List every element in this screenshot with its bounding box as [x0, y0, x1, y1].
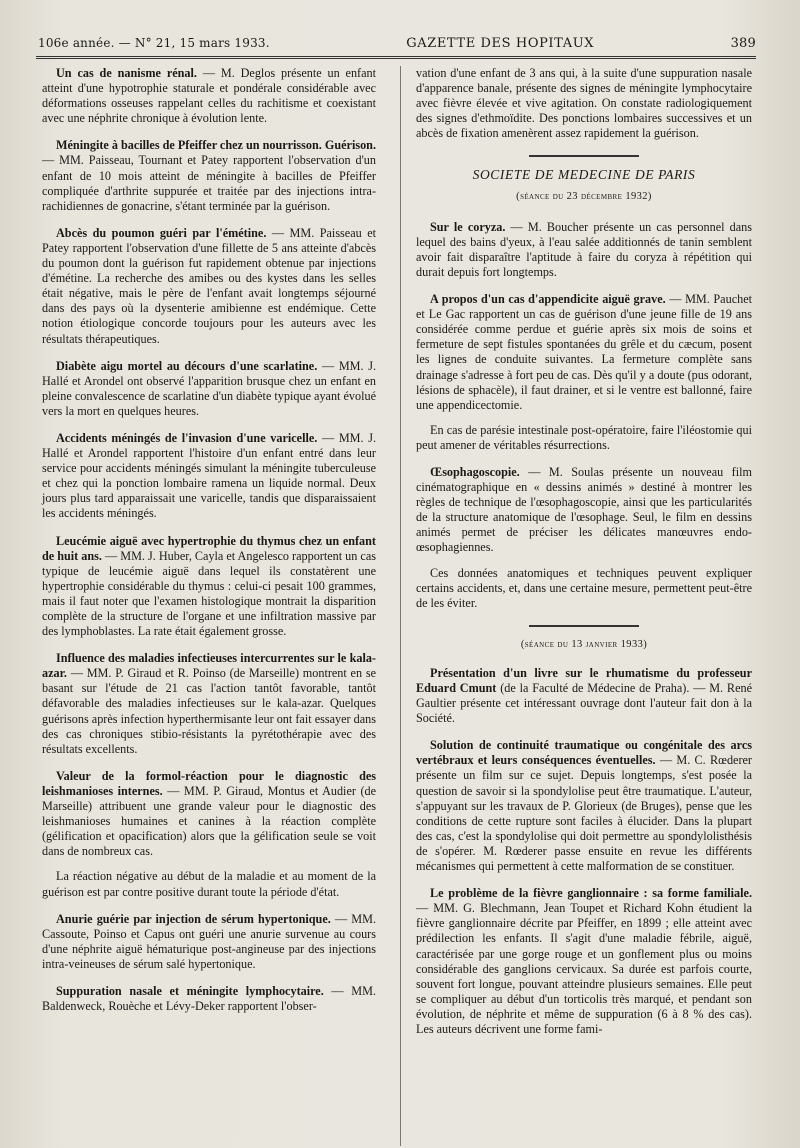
- issue-line: 106e année. — N° 21, 15 mars 1933.: [38, 36, 270, 50]
- article-title: Suppuration nasale et méningite lymphocytaire.: [56, 983, 324, 998]
- article-text: — MM. Pauchet et Le Gac rapportent un cas de guérison d'une jeune fille de 19 ans considérée comme perdue et guérie après six mois de soins et fermeture de sept fistules spontanées du grêle et du cæcum, posent les lignes de conduite suivantes. La fermeture complète sans drainage s'adresse à fort peu de cas. Dès qu'il y a doute (pus odorant, lésions de sphacèle), il faut drainer, et si le ventre est ballonné, faire une appendicectomie.: [416, 292, 752, 412]
- article-title: Anurie guérie par injection de sérum hypertonique.: [56, 911, 331, 926]
- article: [42, 769, 376, 860]
- article-text: — M. Soulas présente un nouveau film cinématographique en « dessins animés » destiné à montrer les règles de technique de l'œsophagoscopie, ainsi que les particularités de la structure anatomique de l'œsophage. Seul, le film en dessins animés permet de préciser les délicates manœuvres endo-œsophagiennes.: [416, 464, 752, 555]
- article-text: — MM. J. Hallé et Arondel ont observé l'apparition brusque chez un enfant en pleine convalescence de scarlatine d'un diabète typique ayant évolué vers la mort en quelques heures.: [42, 358, 376, 418]
- article-text: — M. Boucher présente un cas personnel dans lequel des bains d'yeux, à l'eau salée additionnés de tanin semblent avoir fait disparaître l'aptitude à faire du coryza à répétition qui durait depuis fort longtemps.: [416, 219, 752, 279]
- article-paragraph: [416, 566, 752, 611]
- society-heading: SOCIETE DE MEDECINE DE PARIS: [472, 167, 696, 183]
- right-column: [416, 66, 752, 1049]
- article-text: — MM. G. Blechmann, Jean Toupet et Richard Kohn étudient la fièvre ganglionnaire décrite par Pfeiffer, en 1899 ; elle atteint avec prédilection les enfants. Il s'agit d'une maladie fébrile, aiguë, caractérisée par une gorge rouge et un gonflement plus ou moins considérable des ganglions cervicaux. Sa durée est parfois courte, souvent fort longue, pouvant atteindre plusieurs semaines. Elle peut se compliquer au début d'un torticolis très marqué, et pendant son évolution, de néphrite et même de suppuration (6 à 8 % des cas). Les auteurs décrivent une forme fami-: [416, 901, 752, 1036]
- session-date: (séance du 23 décembre 1932): [516, 190, 652, 202]
- section-rule: [529, 625, 639, 627]
- article-text: (de la Faculté de Médecine de Praha). — M. René Gaultier présente cet intéressant ouvrage dont l'auteur fait don à la Société.: [416, 681, 752, 726]
- article-text: — MM. P. Giraud, Montus et Audier (de Marseille) attribuent une grande valeur pour le diagnostic des leishmanioses humaines et canines à la réaction complète (gélification et opacification) alors que la gélification seule se voit dans de nombreux cas.: [42, 783, 377, 859]
- article: [42, 984, 376, 1014]
- article: [42, 138, 376, 213]
- article-text: Ces données anatomiques et techniques peuvent expliquer certains accidents, et, dans une certaine mesure, permettent peut-être de les éviter.: [416, 565, 752, 610]
- article-text: — MM. Paisseau et Patey rapportent l'observation d'une fillette de 5 ans atteinte d'abcès du poumon dont la guérison fut rapidement obtenue par injections d'émétine. La recherche des amibes ou des kystes dans les selles était négative, mais le père de l'enfant avait longtemps séjourné dans des pays où la dysenterie amibienne est endémique. Cette notion étiologique concorde toujours pour les auteurs avec les résultats thérapeutiques.: [42, 225, 376, 346]
- article-title: Solution de continuité traumatique ou congénitale des arcs vertébraux et leurs conséquences éventuelles.: [416, 738, 752, 768]
- article-continuation: vation d'une enfant de 3 ans qui, à la suite d'une suppuration nasale d'apparence banale, présente des signes de méningite lymphocytaire avec fièvre élevée et vive agitation. On constate radiologiquement des signes d'ethmoïdite. Des ponctions lombaires successives et un abcès de fixation amenèrent assez rapidement la guérison.: [416, 66, 752, 141]
- article: [416, 738, 752, 874]
- session-date: (séance du 13 janvier 1933): [520, 638, 648, 650]
- page-number: 389: [730, 36, 756, 51]
- journal-title: GAZETTE DES HOPITAUX: [406, 36, 595, 51]
- article: [42, 226, 376, 347]
- article-title: Influence des maladies infectieuses intercurrentes sur le kala-azar.: [42, 651, 376, 681]
- article-title: Méningite à bacilles de Pfeiffer chez un nourrisson. Guérison.: [56, 138, 377, 153]
- article: [416, 666, 752, 726]
- left-column: [42, 66, 376, 1026]
- article: [416, 292, 752, 413]
- article: [42, 534, 376, 640]
- article-title: Diabète aigu mortel au décours d'une scarlatine.: [56, 358, 318, 373]
- article-text: — MM. J. Huber, Cayla et Angelesco rapportent un cas typique de leucémie aiguë dans lequel ils constatèrent une hypertrophie considérable du thymus : celui-ci pesait 100 grammes, mais il faut noter que l'examen histologique montrait la disparition complète de la structure de l'organe et une infiltration massive par des lymphoblastes. La rate était également grosse.: [42, 548, 376, 639]
- article-text: — MM. J. Hallé et Arondel rapportent l'histoire d'un enfant entré dans leur service pour accidents méningés simulant la méningite tuberculeuse et chez qui la ponction lombaire ramena un liquide normal. Deux jours plus tard apparaissait une varicelle, tandis que disparaissaient les accidents méningés.: [42, 430, 376, 521]
- article-paragraph: [42, 869, 376, 899]
- article: [416, 465, 752, 556]
- article-title: Accidents méningés de l'invasion d'une varicelle.: [56, 430, 318, 445]
- article-text: — M. C. Rœderer présente un film sur ce sujet. Depuis longtemps, s'est posée la question de savoir si la spondylolise peut être traumatique. L'auteur, s'appuyant sur les travaux de P. Glorieux (de Bruges), pense que les conditions de cette rupture sont faciles à élucider. Dans la plupart des cas, c'est la spondylolise qui doit permettre au spondylolisthésis de s'opérer. M. Rœderer passe ensuite en revue les différents mécanismes qui permettent à cette malformation de se constituer.: [416, 753, 752, 874]
- article-text: — MM. Baldenweck, Rouèche et Lévy-Deker rapportent l'obser-: [42, 983, 376, 1014]
- section-rule: [529, 155, 639, 157]
- article-text: La réaction négative au début de la maladie et au moment de la guérison est par contre positive durant toute la période d'état.: [42, 869, 376, 899]
- article-title: Valeur de la formol-réaction pour le diagnostic des leishmanioses internes.: [42, 768, 376, 798]
- article-title: Œsophagoscopie.: [430, 464, 520, 479]
- article-title: Un cas de nanisme rénal.: [56, 66, 197, 80]
- article-text: — M. Deglos présente un enfant atteint d'une hypotrophie staturale et pondérale considérable avec déformations osseuses rappelant celles du rachitisme et coexistant avec une néphrite chronique à évolution lente.: [42, 66, 376, 126]
- article: [42, 66, 376, 126]
- article-title: Le problème de la fièvre ganglionnaire : sa forme familiale.: [430, 886, 752, 901]
- article-paragraph: [416, 423, 752, 453]
- article-title: Sur le coryza.: [430, 219, 506, 234]
- page-header: [38, 36, 756, 51]
- article: [42, 431, 376, 522]
- article-title: Abcès du poumon guéri par l'émétine.: [56, 225, 267, 240]
- column-divider: [400, 66, 401, 1146]
- article: [416, 220, 752, 280]
- article: [42, 651, 376, 757]
- article-text: En cas de parésie intestinale post-opératoire, faire l'iléostomie qui peut amener de véritables résurrections.: [416, 422, 752, 452]
- article-title: Présentation d'un livre sur le rhumatisme du professeur Eduard Cmunt: [416, 665, 752, 695]
- article-text: — MM. P. Giraud et R. Poinso (de Marseille) montrent en se basant sur l'étude de 21 cas l'action tantôt favorable, tantôt défavorable des maladies infectieuses sur le kala-azar. Quelques guérisons après infection hyperthermisante leur ont fait essayer dans des cas chroniques stibio-résistants la pyrétothérapie avec des résultats excellents.: [42, 666, 376, 756]
- article-title: A propos d'un cas d'appendicite aiguë grave.: [430, 292, 666, 307]
- article: [416, 886, 752, 1037]
- article-title: Leucémie aiguë avec hypertrophie du thymus chez un enfant de huit ans.: [42, 533, 376, 563]
- article-text: — MM. Paisseau, Tournant et Patey rapportent l'observation d'un enfant de 10 mois atteint de méningite à bacilles de Pfeiffer compliquée d'arthrite suppurée et traitée par des injections intra-rachidiennes de gonacrine, s'étant terminée par la guérison.: [42, 153, 376, 213]
- article: [42, 912, 376, 972]
- article: [42, 359, 376, 419]
- header-rule: [36, 56, 756, 59]
- article-text: — MM. Cassoute, Poinso et Capus ont guéri une anurie survenue au cours d'une néphrite aiguë hématurique post-angineuse par des injections intra-veineuses de sérum salé hypertonique.: [42, 911, 376, 971]
